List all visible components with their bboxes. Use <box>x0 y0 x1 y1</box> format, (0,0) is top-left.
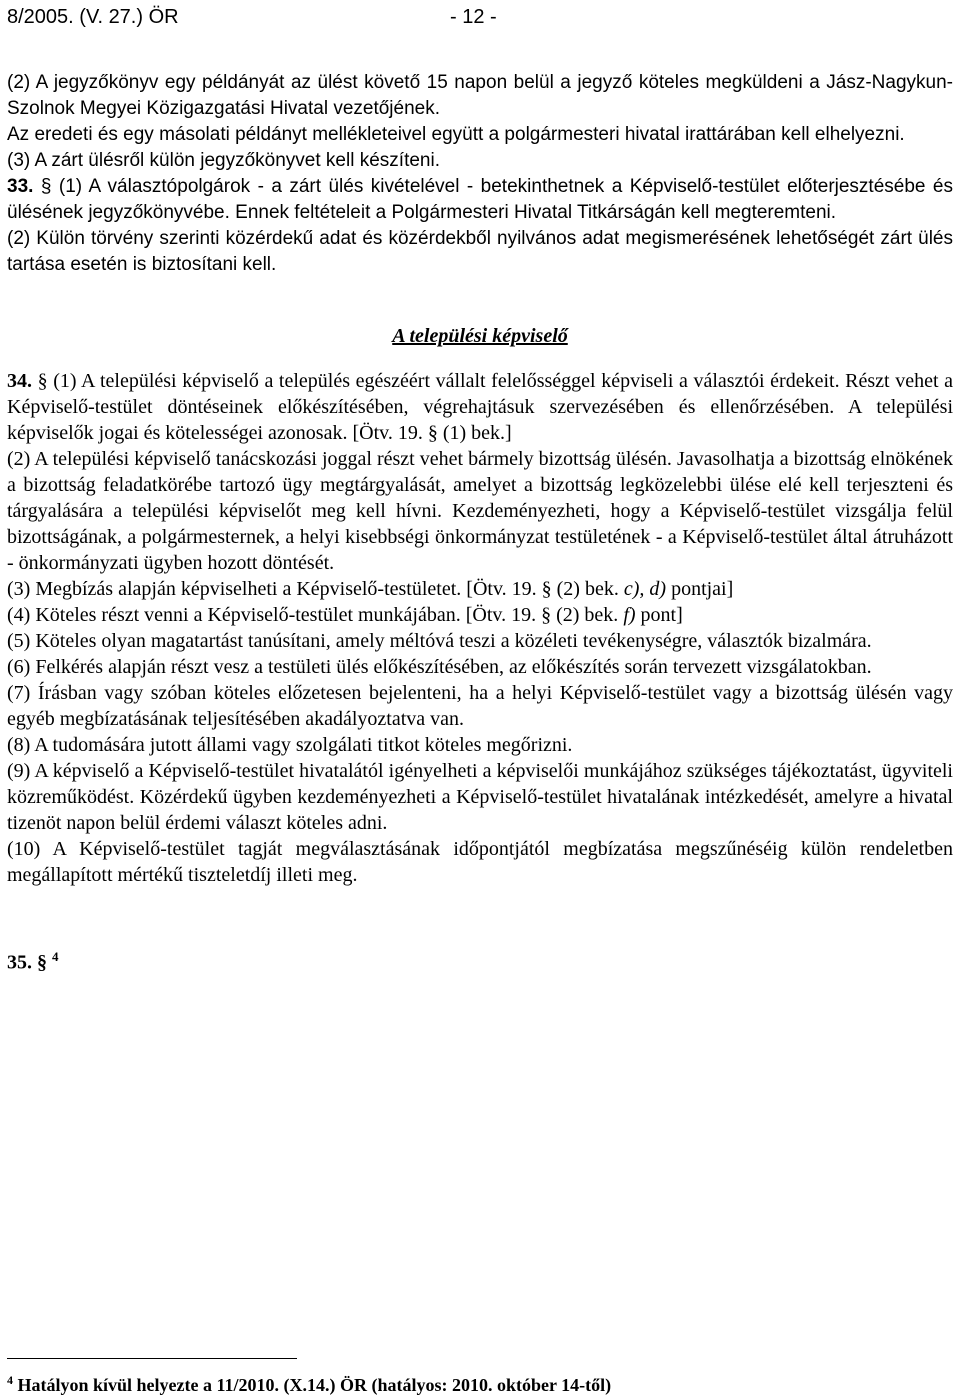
paragraph-34-3-points: c), d) <box>623 578 667 600</box>
paragraph-34-7: (7) Írásban vagy szóban köteles előzetesen bejelenteni, ha a helyi Képviselő-testület vagy a bizottság ülésén vagy egyéb megbízatásának teljesítésében akadályoztatva van. <box>7 682 953 730</box>
footnote-text: Hatályon kívül helyezte a 11/2010. (X.14.) ÖR (hatályos: 2010. október 14-től) <box>13 1375 612 1395</box>
footnote-reference[interactable]: 4 <box>52 949 59 964</box>
section-35-label: 35. § <box>7 951 47 974</box>
paragraph-34-4-end: pont] <box>635 604 683 626</box>
page-number: - 12 - <box>450 6 497 28</box>
paragraph-34-3 <box>7 576 953 602</box>
paragraph-34-9: (9) A képviselő a Képviselő-testület hivatalától igényelheti a képviselői munkájához szükséges tájékoztatást, ügyviteli közreműködést. Közérdekű ügyben kezdeményezheti a Képviselő-testület hivatalának intézkedését, amelyre a hivatal tizenöt napon belül érdemi választ köteles adni. <box>7 760 953 834</box>
paragraph-34-4-point: f) <box>623 604 636 626</box>
section-33-text: § (1) A választópolgárok - a zárt ülés kivételével - betekinthetnek a Képviselő-testület előterjesztésébe és ülésének jegyzőkönyvébe. Ennek feltételeit a Polgármesteri Hivatal Titkárságán kell megteremteni. <box>7 176 953 223</box>
section-number: 33. <box>7 176 34 197</box>
paragraph-34-10: (10) A Képviselő-testület tagját megválasztásának időpontjától megbízatása megszűnéséig külön rendeletben megállapított mértékű tiszteletdíj illeti meg. <box>7 838 953 886</box>
section-heading: A települési képviselő <box>392 325 568 347</box>
footnote <box>7 1368 611 1397</box>
document-reference: 8/2005. (V. 27.) ÖR <box>7 6 179 28</box>
section-number: 34. <box>7 370 32 392</box>
paragraph-34-5: (5) Köteles olyan magatartást tanúsítani, amely méltóvá teszi a közéleti tevékenységre, választók bizalmára. <box>7 630 872 652</box>
paragraph-section-34 <box>7 368 953 446</box>
paragraph-closed-session: (3) A zárt ülésről külön jegyzőkönyvet kell készíteni. <box>7 150 440 171</box>
section-35 <box>7 944 953 976</box>
paragraph-34-3-end: pontjai] <box>666 578 734 600</box>
page-header <box>7 4 947 34</box>
document-body <box>7 70 953 976</box>
paragraph-original-copy: Az eredeti és egy másolati példányt mellékleteivel együtt a polgármesteri hivatal irattárában kell elhelyezni. <box>7 124 905 145</box>
footnote-number: 4 <box>7 1373 13 1387</box>
paragraph-34-2: (2) A települési képviselő tanácskozási joggal részt vehet bármely bizottság ülésén. Javasolhatja a bizottság elnökének a bizottság feladatkörébe tartozó ügy megtárgyalását, amelyet a bizottság legközelebbi ülése elé kell terjeszteni és tárgyalására a települési képviselőt meg kell hívni. Kezdeményezheti, hogy a Képviselő-testület vizsgálja felül bizottságának, a polgármesternek, a helyi kisebbségi önkormányzat testületének - a Képviselő-testület által átruházott - önkormányzati ügyben hozott döntését. <box>7 448 953 574</box>
paragraph-34-4-text: (4) Köteles részt venni a Képviselő-testület munkájában. [Ötv. 19. § (2) bek. <box>7 604 624 626</box>
paragraph-section-33 <box>7 174 953 226</box>
paragraph-public-data: (2) Külön törvény szerinti közérdekű adat és közérdekből nyilvános adat megismerésének lehetőségét zárt ülés tartása esetén is biztosítani kell. <box>7 228 953 275</box>
section-34-text: § (1) A települési képviselő a település egészéért vállalt felelősséggel képviseli a választói érdekeit. Részt vehet a Képviselő-testület döntéseinek előkészítésében, végrehajtásuk szervezésében és ellenőrzésében. A települési képviselők jogai és kötelességei azonosak. [Ötv. 19. § (1) bek.] <box>7 370 953 444</box>
paragraph-minutes-sending: (2) A jegyzőkönyv egy példányát az ülést követő 15 napon belül a jegyző köteles megküldeni a Jász-Nagykun-Szolnok Megyei Közigazgatási Hivatal vezetőjének. <box>7 72 953 119</box>
paragraph-34-8: (8) A tudomására jutott állami vagy szolgálati titkot köteles megőrizni. <box>7 734 573 756</box>
footnote-divider <box>7 1358 297 1359</box>
paragraph-34-4 <box>7 602 953 628</box>
paragraph-34-3-text: (3) Megbízás alapján képviselheti a Képviselő-testületet. [Ötv. 19. § (2) bek. <box>7 578 624 600</box>
paragraph-34-6: (6) Felkérés alapján részt vesz a testületi ülés előkészítésében, az előkészítés során tervezett vizsgálatokban. <box>7 656 872 678</box>
spacer <box>7 888 953 944</box>
